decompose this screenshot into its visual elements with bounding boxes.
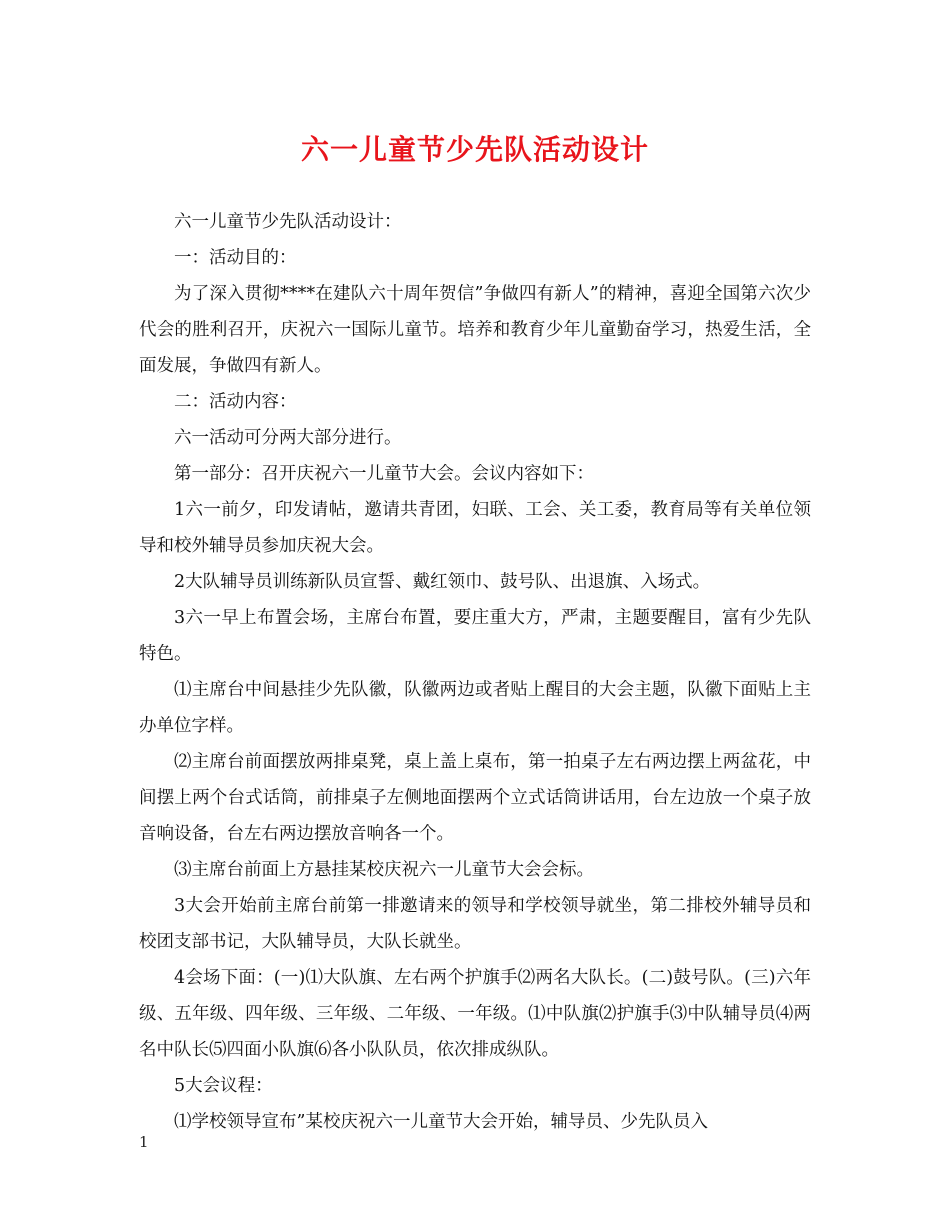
document-body (139, 204, 811, 1140)
paragraph: 2大队辅导员训练新队员宣誓、戴红领巾、鼓号队、出退旗、入场式。 (174, 572, 711, 592)
paragraph: 4会场下面：(一)⑴大队旗、左右两个护旗手⑵两名大队长。(二)鼓号队。(三)六年级、五年级、四年级、三年级、二年级、一年级。⑴中队旗⑵护旗手⑶中队辅导员⑷两名中队长⑸四面小队旗⑹各小队队员，依次排成纵队。 (139, 968, 811, 1060)
page-number: 1 (139, 1133, 149, 1151)
paragraph: 1六一前夕，印发请帖，邀请共青团，妇联、工会、关工委，教育局等有关单位领导和校外辅导员参加庆祝大会。 (139, 500, 811, 556)
paragraph: 为了深入贯彻****在建队六十周年贺信”争做四有新人”的精神，喜迎全国第六次少代会的胜利召开，庆祝六一国际儿童节。培养和教育少年儿童勤奋学习，热爱生活，全面发展，争做四有新人。 (139, 284, 811, 376)
paragraph: 六一儿童节少先队活动设计： (174, 212, 402, 232)
paragraph: ⑴学校领导宣布”某校庆祝六一儿童节大会开始，辅导员、少先队员入 (174, 1112, 708, 1132)
document-title: 六一儿童节少先队活动设计 (300, 133, 649, 166)
paragraph: 第一部分：召开庆祝六一儿童节大会。会议内容如下： (174, 464, 594, 484)
paragraph: 3六一早上布置会场，主席台布置，要庄重大方，严肃，主题要醒目，富有少先队特色。 (139, 608, 811, 664)
paragraph: 5大会议程： (174, 1076, 273, 1096)
paragraph: ⑵主席台前面摆放两排桌凳，桌上盖上桌布，第一拍桌子左右两边摆上两盆花，中间摆上两个台式话筒，前排桌子左侧地面摆两个立式话筒讲话用，台左边放一个桌子放音响设备，台左右两边摆放音响各一个。 (139, 752, 811, 844)
paragraph: 一：活动目的： (174, 248, 297, 268)
paragraph: 六一活动可分两大部分进行。 (174, 428, 402, 448)
paragraph: ⑶主席台前面上方悬挂某校庆祝六一儿童节大会会标。 (174, 860, 594, 880)
paragraph: 二：活动内容： (174, 392, 297, 412)
paragraph: ⑴主席台中间悬挂少先队徽，队徽两边或者贴上醒目的大会主题，队徽下面贴上主办单位字样。 (139, 680, 811, 736)
paragraph: 3大会开始前主席台前第一排邀请来的领导和学校领导就坐，第二排校外辅导员和校团支部书记，大队辅导员，大队长就坐。 (139, 896, 811, 952)
